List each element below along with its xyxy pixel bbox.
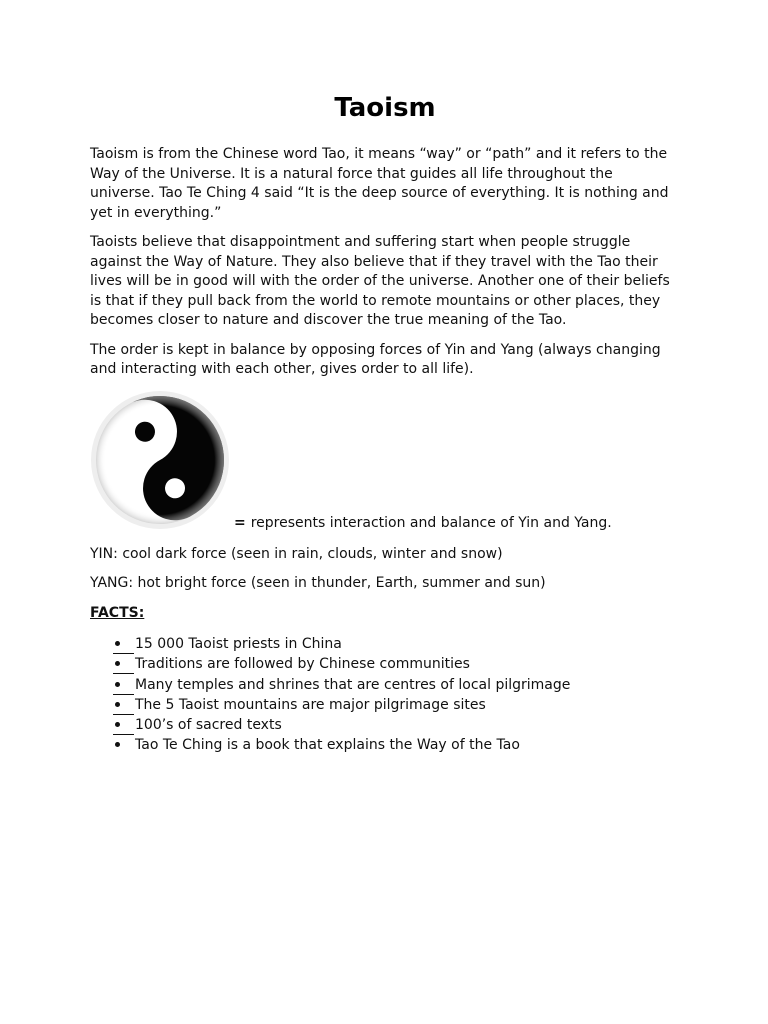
list-item (113, 715, 680, 735)
document-page (90, 88, 680, 756)
bullet-icon (113, 675, 134, 695)
yin-yang-row (90, 390, 680, 534)
bullet-icon (113, 715, 134, 735)
yin-yang-caption-text: represents interaction and balance of Yin and Yang. (250, 515, 612, 531)
intro-paragraph: Taoism is from the Chinese word Tao, it means “way” or “path” and it refers to the Way of the Universe. It is a natural force that guides all life throughout the universe. Tao Te Ching 4 said “It is the deep source of everything. It is nothing and yet in everything.” (90, 146, 669, 221)
yin-definition: YIN: cool dark force (seen in rain, clouds, winter and snow) (90, 545, 503, 562)
yang-definition: YANG: hot bright force (seen in thunder, Earth, summer and sun) (90, 575, 546, 591)
list-item (113, 695, 680, 715)
fact-text: Tao Te Ching is a book that explains the Way of the Tao (135, 737, 520, 754)
fact-text: Many temples and shrines that are centres of local pilgrimage (135, 676, 571, 693)
yin-yang-caption (234, 514, 612, 534)
list-item (113, 735, 680, 755)
equals-sign: = (234, 515, 246, 531)
list-item (113, 675, 680, 695)
fact-text: Traditions are followed by Chinese communities (135, 656, 470, 673)
bullet-icon (113, 654, 134, 674)
bullet-icon (113, 695, 134, 715)
facts-heading: FACTS: (90, 604, 145, 621)
list-item (113, 654, 680, 674)
fact-text: The 5 Taoist mountains are major pilgrimage sites (135, 696, 486, 713)
yin-yang-icon (90, 390, 230, 530)
facts-list (90, 634, 680, 756)
fact-text: 100’s of sacred texts (135, 717, 282, 734)
fact-text: 15 000 Taoist priests in China (135, 636, 342, 652)
balance-paragraph: The order is kept in balance by opposing forces of Yin and Yang (always changing and interacting with each other, gives order to all life). (90, 341, 661, 377)
beliefs-paragraph: Taoists believe that disappointment and suffering start when people struggle against the Way of Nature. They also believe that if they travel with the Tao their lives will be in good will with the order of the universe. Another one of their beliefs is that if they pull back from the world to remote mountains or other places, they becomes closer to nature and discover the true meaning of the Tao. (90, 234, 670, 328)
list-item (113, 634, 680, 654)
bullet-icon (113, 634, 134, 654)
document-title: Taoism (334, 93, 436, 123)
